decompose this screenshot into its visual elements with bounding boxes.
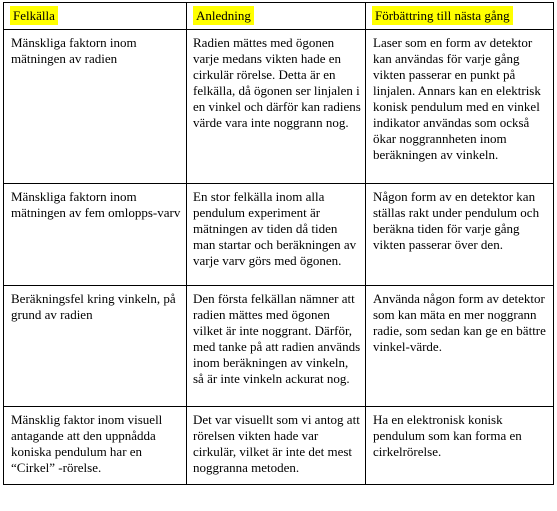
table-row xyxy=(4,286,554,407)
table-row xyxy=(4,407,554,485)
reason-text: Den första felkällan nämner att radien mättes med ögonen vilket är inte noggrant. Därför, med tanke på att radien används inom beräkningen av vinkeln, så är inte vinkeln ackurat nog. xyxy=(193,291,361,386)
source-text: Mänskliga faktorn inom mätningen av radien xyxy=(11,35,137,66)
reason-cell xyxy=(187,286,366,407)
header-reason: Anledning xyxy=(193,6,254,25)
reason-cell xyxy=(187,30,366,184)
header-improvement: Förbättring till nästa gång xyxy=(372,6,513,25)
improvement-cell xyxy=(366,286,554,407)
table-row xyxy=(4,30,554,184)
table-header-row xyxy=(4,3,554,30)
reason-text: Radien mättes med ögonen varje medans vikten hade en cirkulär rörelse. Detta är en felkälla, då ögonen ser linjalen i en vinkel och därför kan radiens värde vara inte noggrann nog. xyxy=(193,35,361,130)
source-cell xyxy=(4,30,187,184)
header-source: Felkälla xyxy=(10,6,58,25)
source-cell xyxy=(4,407,187,485)
table-row xyxy=(4,184,554,286)
source-text: Beräkningsfel kring vinkeln, på grund av radien xyxy=(11,291,176,322)
improvement-text: Använda någon form av detektor som kan mäta en mer noggrann radie, som sedan kan ge en bättre vinkel-värde. xyxy=(373,291,546,354)
improvement-text: Ha en elektronisk konisk pendulum som kan forma en cirkelrörelse. xyxy=(373,412,522,459)
improvement-text: Laser som en form av detektor kan användas för varje gång vikten passerar en punkt på linjalen. Annars kan en elektrisk konisk pendulum med en vinkel indikator användas som också ökar noggrannheten inom beräkningen av vinkeln. xyxy=(373,35,541,162)
error-sources-table xyxy=(3,2,554,485)
improvement-cell xyxy=(366,184,554,286)
reason-text: Det var visuellt som vi antog att rörelsen vikten hade var cirkulär, vilket är inte det mest noggranna metoden. xyxy=(193,412,360,475)
header-cell-improvement xyxy=(366,3,554,30)
header-cell-source xyxy=(4,3,187,30)
source-cell xyxy=(4,286,187,407)
source-text: Mänsklig faktor inom visuell antagande att den uppnådda koniska pendulum har en “Cirkel” -rörelse. xyxy=(11,412,163,475)
header-cell-reason xyxy=(187,3,366,30)
source-text: Mänskliga faktorn inom mätningen av fem omlopps-varv xyxy=(11,189,181,220)
improvement-text: Någon form av en detektor kan ställas rakt under pendulum och beräkna tiden för varje gång vikten passerar över den. xyxy=(373,189,540,252)
reason-text: En stor felkälla inom alla pendulum experiment är mätningen av tiden då tiden man startar och beräkningen av varje varv görs med ögonen. xyxy=(193,189,357,268)
improvement-cell xyxy=(366,30,554,184)
source-cell xyxy=(4,184,187,286)
reason-cell xyxy=(187,184,366,286)
improvement-cell xyxy=(366,407,554,485)
reason-cell xyxy=(187,407,366,485)
